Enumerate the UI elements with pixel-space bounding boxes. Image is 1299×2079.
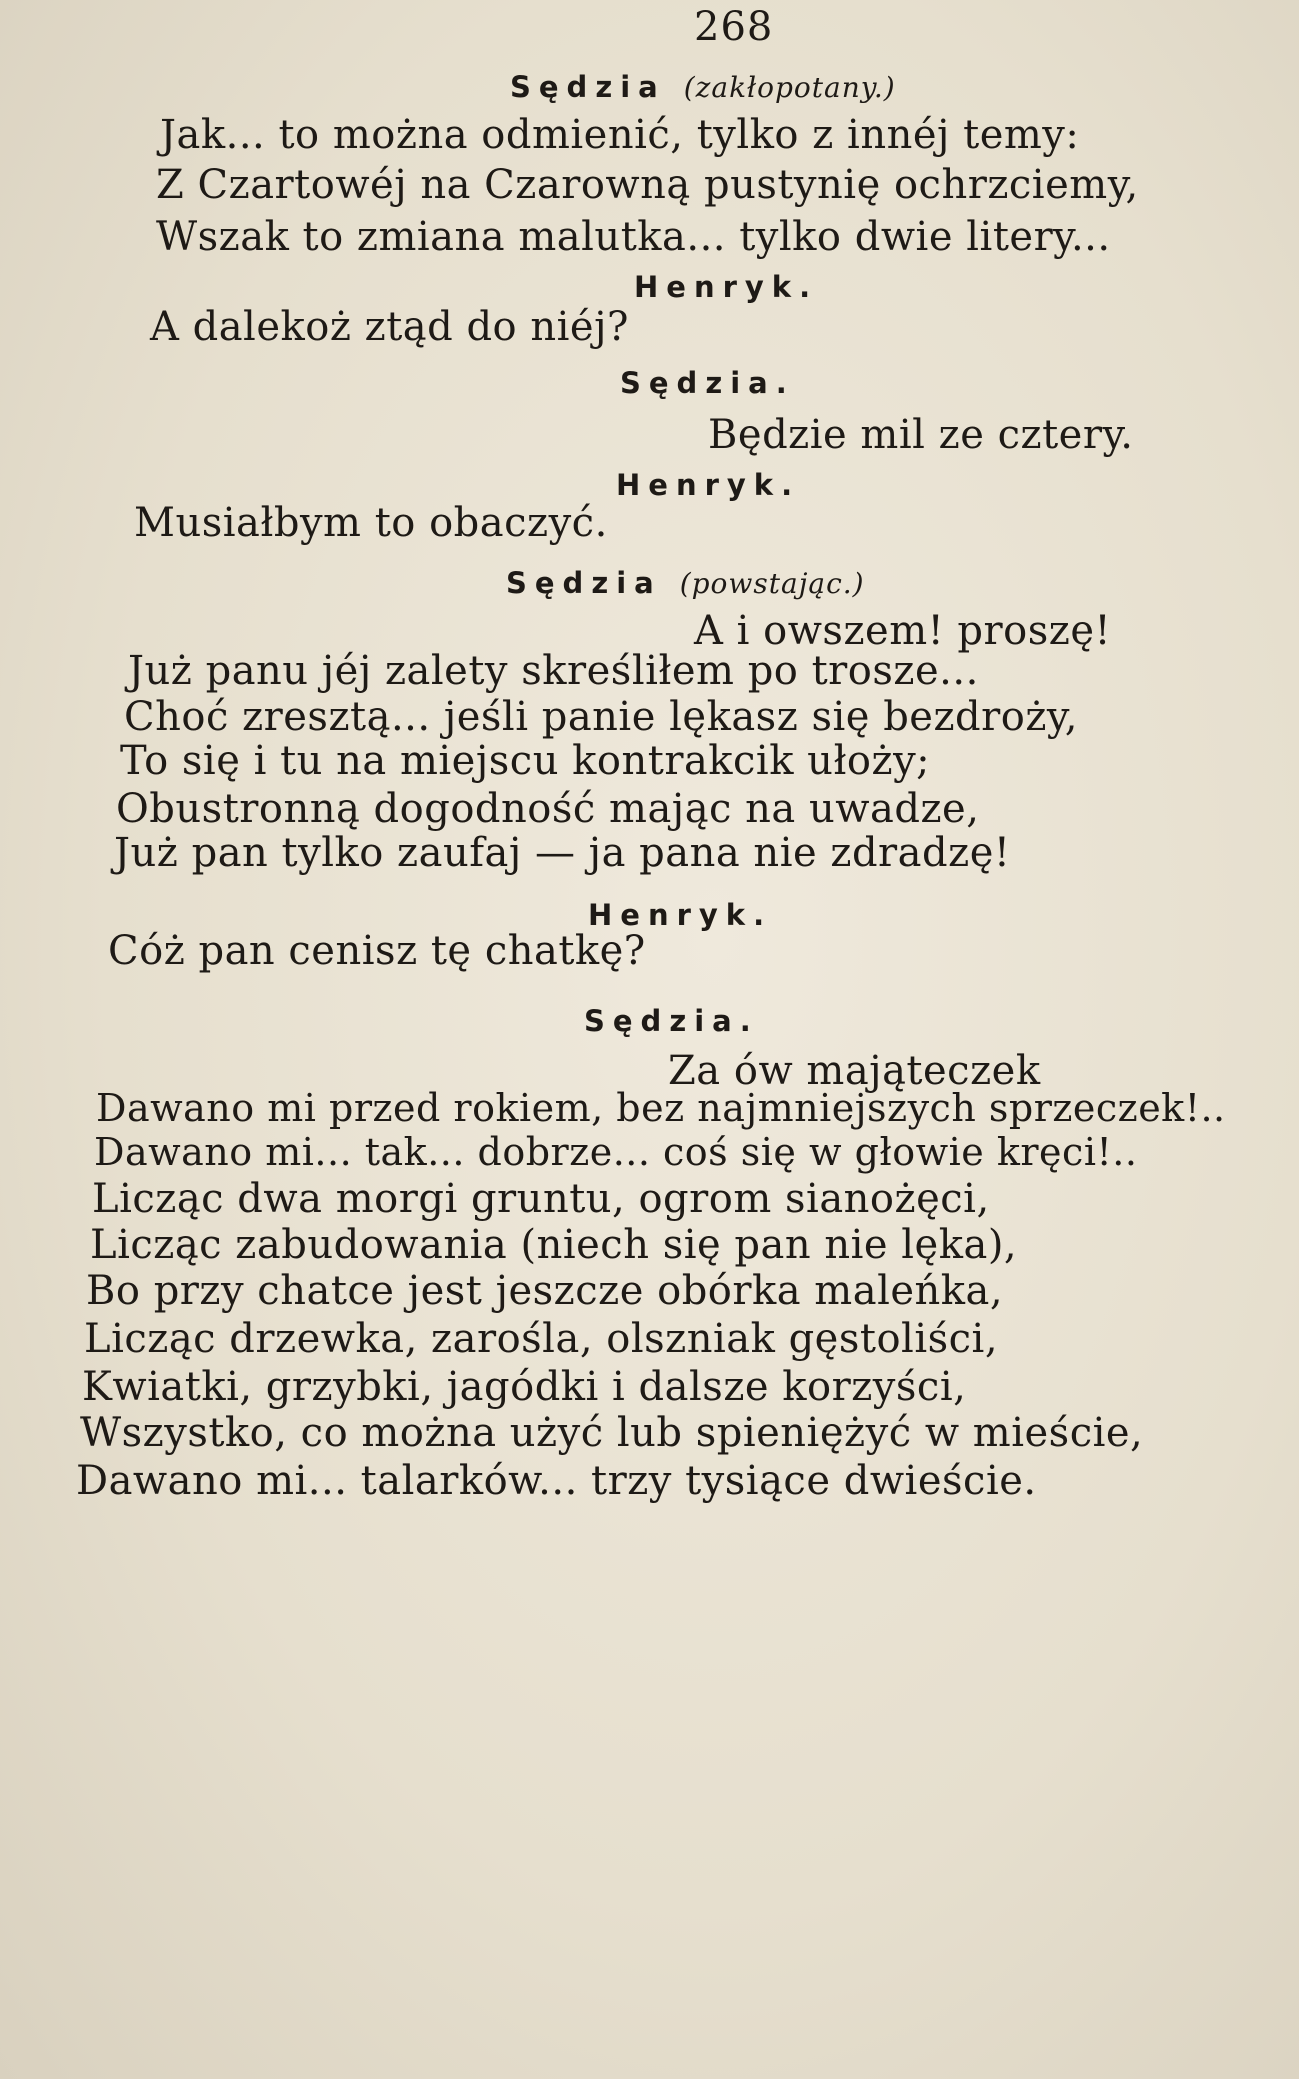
verse-line: Obustronną dogodność mając na uwadze, bbox=[116, 786, 980, 832]
verse-line: Licząc drzewka, zarośla, olszniak gęstoliści, bbox=[84, 1316, 999, 1362]
page-number: 268 bbox=[694, 4, 774, 50]
speaker-label: Henryk. bbox=[616, 468, 801, 502]
verse-line: Już panu jéj zalety skreśliłem po trosze... bbox=[128, 648, 979, 694]
verse-line: Bo przy chatce jest jeszcze obórka maleńka, bbox=[86, 1268, 1004, 1314]
verse-line: Już pan tylko zaufaj — ja pana nie zdradzę! bbox=[114, 830, 1011, 876]
speaker-label: Sędzia (powstając.) bbox=[506, 566, 865, 600]
verse-line: Wszak to zmiana malutka... tylko dwie litery... bbox=[156, 214, 1111, 260]
speaker-label: Henryk. bbox=[634, 270, 819, 304]
verse-line: A dalekoż ztąd do niéj? bbox=[150, 304, 629, 350]
speaker-label: Henryk. bbox=[588, 898, 773, 932]
verse-line: Kwiatki, grzybki, jagódki i dalsze korzyści, bbox=[82, 1364, 967, 1410]
verse-line: A i owszem! proszę! bbox=[694, 608, 1112, 654]
verse-line: Dawano mi... tak... dobrze... coś się w głowie kręci!.. bbox=[94, 1130, 1138, 1174]
verse-line: Musiałbym to obaczyć. bbox=[134, 500, 608, 546]
verse-line: Dawano mi przed rokiem, bez najmniejszych sprzeczek!.. bbox=[96, 1086, 1226, 1130]
verse-line: To się i tu na miejscu kontrakcik ułoży; bbox=[120, 738, 931, 784]
verse-line: Z Czartowéj na Czarowną pustynię ochrzciemy, bbox=[156, 162, 1139, 208]
verse-line: Jak... to można odmienić, tylko z innéj temy: bbox=[160, 112, 1080, 158]
verse-line: Choć zresztą... jeśli panie lękasz się bezdroży, bbox=[124, 694, 1078, 740]
verse-line: Dawano mi... talarków... trzy tysiące dwieście. bbox=[76, 1458, 1037, 1504]
verse-line: Za ów mająteczek bbox=[668, 1048, 1041, 1094]
stage-direction: (powstając.) bbox=[679, 567, 865, 600]
speaker-label: Sędzia. bbox=[584, 1004, 759, 1038]
verse-line: Będzie mil ze cztery. bbox=[708, 412, 1134, 458]
speaker-label: Sędzia. bbox=[620, 366, 795, 400]
verse-line: Licząc dwa morgi gruntu, ogrom sianożęci, bbox=[92, 1176, 990, 1222]
stage-direction: (zakłopotany.) bbox=[683, 71, 896, 104]
speaker-label: Sędzia (zakłopotany.) bbox=[510, 70, 896, 104]
verse-line: Cóż pan cenisz tę chatkę? bbox=[108, 928, 646, 974]
verse-line: Licząc zabudowania (niech się pan nie lęka), bbox=[90, 1222, 1018, 1268]
verse-line: Wszystko, co można użyć lub spieniężyć w mieście, bbox=[80, 1410, 1144, 1456]
